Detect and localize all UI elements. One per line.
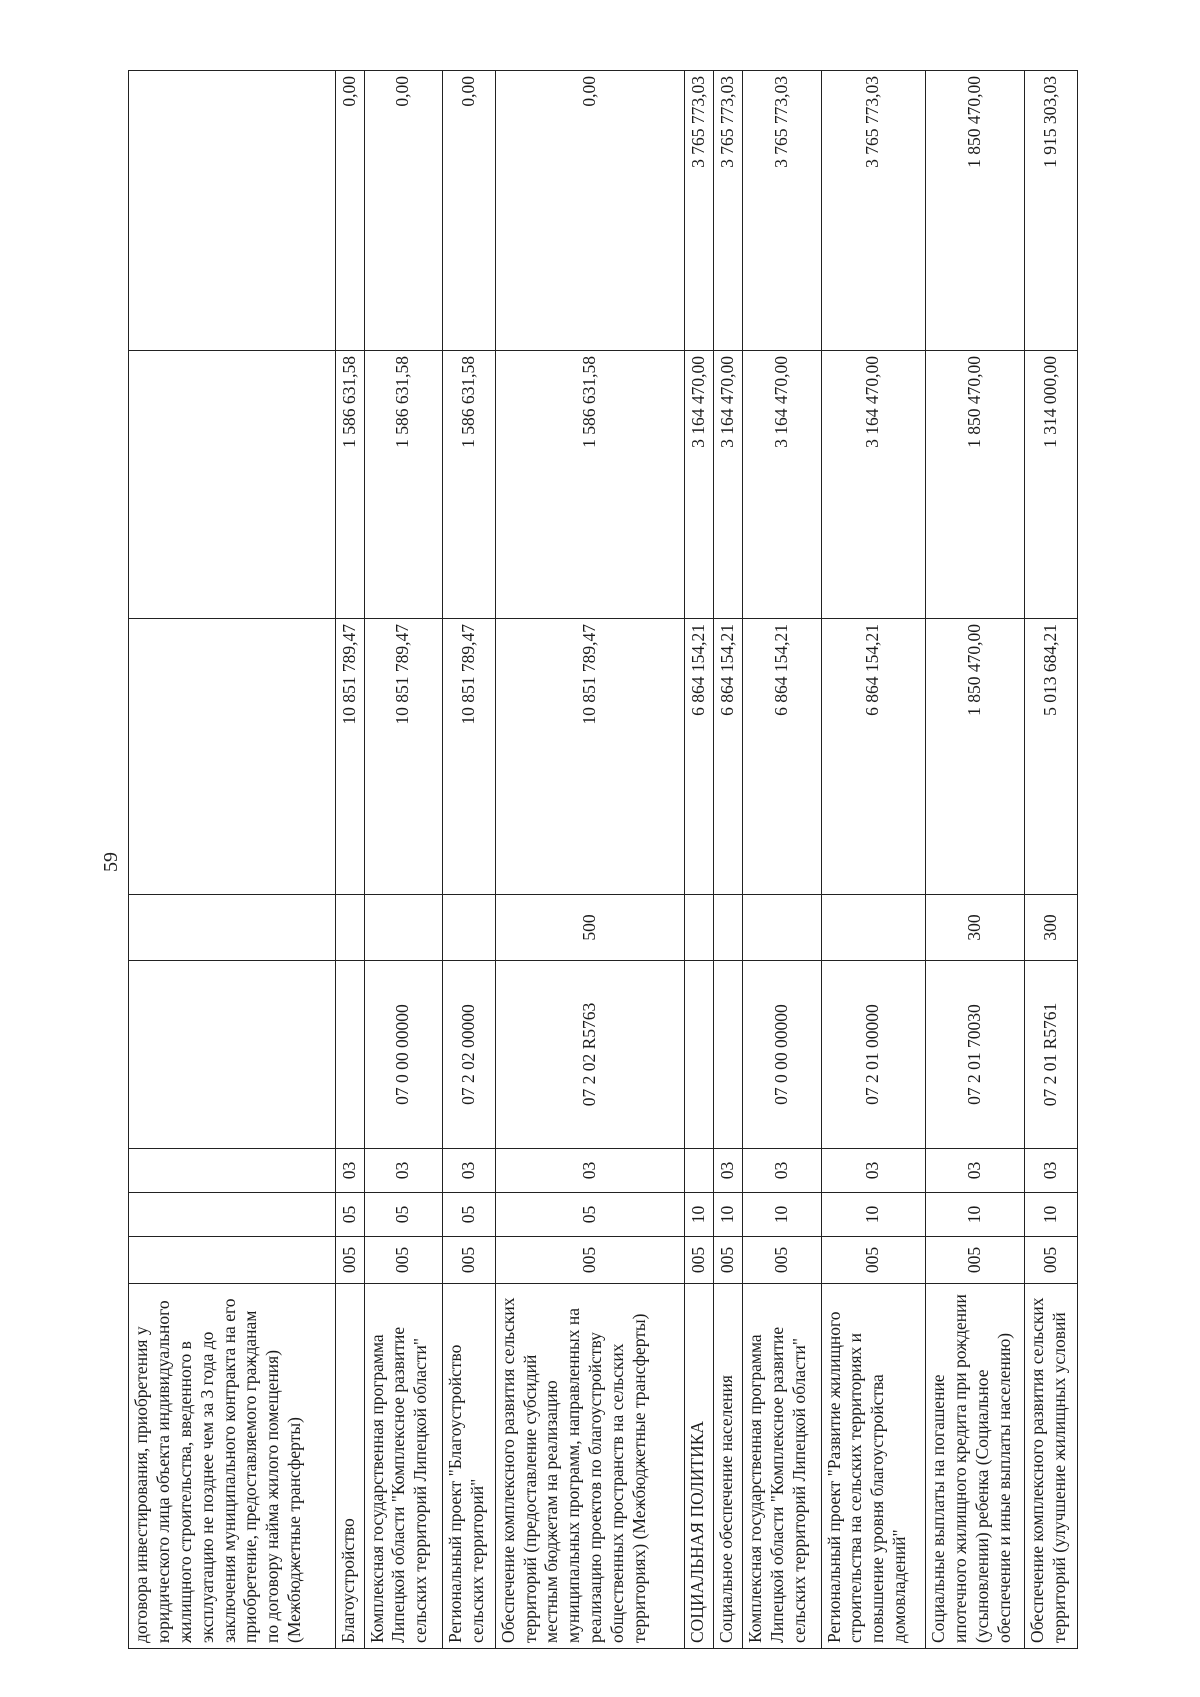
budget-table (128, 70, 1078, 1649)
cell-expense-type (129, 895, 336, 961)
cell-expense-type (335, 895, 364, 961)
cell-target-code (129, 961, 336, 1149)
cell-admin (129, 1237, 336, 1284)
cell-subsection: 03 (742, 1149, 821, 1193)
cell-sum-year-1: 6 864 154,21 (714, 619, 743, 895)
cell-name: Региональный проект "Благоустройство сельских территорий" (443, 1284, 495, 1649)
cell-admin: 005 (821, 1237, 925, 1284)
cell-section: 05 (443, 1193, 495, 1237)
cell-sum-year-1 (129, 619, 336, 895)
cell-sum-year-2: 3 164 470,00 (821, 351, 925, 619)
cell-sum-year-2: 3 164 470,00 (742, 351, 821, 619)
cell-sum-year-1: 5 013 684,21 (1025, 619, 1078, 895)
cell-expense-type: 500 (495, 895, 684, 961)
cell-sum-year-3: 3 765 773,03 (685, 71, 714, 351)
table-row (714, 71, 743, 1649)
cell-target-code: 07 0 00 00000 (742, 961, 821, 1149)
cell-section: 10 (685, 1193, 714, 1237)
cell-name: СОЦИАЛЬНАЯ ПОЛИТИКА (685, 1284, 714, 1649)
table-row (685, 71, 714, 1649)
cell-sum-year-1: 10 851 789,47 (335, 619, 364, 895)
cell-section: 10 (821, 1193, 925, 1237)
cell-sum-year-1: 6 864 154,21 (685, 619, 714, 895)
cell-sum-year-3: 1 915 303,03 (1025, 71, 1078, 351)
rotated-page-content (128, 71, 1078, 1649)
cell-name: Социальные выплаты на погашение ипотечного жилищного кредита при рождении (усыновлении) ребенка (Социальное обеспечение и иные выплаты населению) (925, 1284, 1025, 1649)
cell-expense-type (714, 895, 743, 961)
table-row (742, 71, 821, 1649)
cell-target-code: 07 2 02 00000 (443, 961, 495, 1149)
cell-target-code (335, 961, 364, 1149)
cell-sum-year-1: 10 851 789,47 (364, 619, 443, 895)
cell-section: 05 (364, 1193, 443, 1237)
cell-admin: 005 (1025, 1237, 1078, 1284)
cell-expense-type: 300 (1025, 895, 1078, 961)
cell-expense-type (443, 895, 495, 961)
cell-expense-type (821, 895, 925, 961)
cell-sum-year-3: 0,00 (335, 71, 364, 351)
cell-subsection: 03 (821, 1149, 925, 1193)
cell-sum-year-3: 1 850 470,00 (925, 71, 1025, 351)
cell-sum-year-2: 1 850 470,00 (925, 351, 1025, 619)
cell-name: Обеспечение комплексного развития сельских территорий (улучшение жилищных условий (1025, 1284, 1078, 1649)
cell-sum-year-1: 1 850 470,00 (925, 619, 1025, 895)
cell-subsection: 03 (925, 1149, 1025, 1193)
cell-sum-year-2: 1 586 631,58 (495, 351, 684, 619)
cell-sum-year-2: 1 586 631,58 (364, 351, 443, 619)
cell-subsection: 03 (1025, 1149, 1078, 1193)
cell-section: 10 (1025, 1193, 1078, 1237)
cell-target-code: 07 2 01 R5761 (1025, 961, 1078, 1149)
cell-sum-year-1: 6 864 154,21 (742, 619, 821, 895)
cell-name: Социальное обеспечение населения (714, 1284, 743, 1649)
cell-sum-year-2: 3 164 470,00 (714, 351, 743, 619)
cell-section: 10 (925, 1193, 1025, 1237)
cell-name: Обеспечение комплексного развития сельских территорий (предоставление субсидий местным бюджетам на реализацию муниципальных программ, направленных на реализацию проектов по благоустройству общественных пространств на сельских территориях) (Межбюджетные трансферты) (495, 1284, 684, 1649)
cell-sum-year-1: 6 864 154,21 (821, 619, 925, 895)
cell-sum-year-1: 10 851 789,47 (495, 619, 684, 895)
cell-section (129, 1193, 336, 1237)
cell-admin: 005 (925, 1237, 1025, 1284)
cell-sum-year-2: 1 586 631,58 (335, 351, 364, 619)
cell-expense-type (742, 895, 821, 961)
table-row (364, 71, 443, 1649)
cell-admin: 005 (495, 1237, 684, 1284)
cell-expense-type (364, 895, 443, 961)
table-row (925, 71, 1025, 1649)
cell-admin: 005 (364, 1237, 443, 1284)
cell-subsection: 03 (714, 1149, 743, 1193)
cell-expense-type: 300 (925, 895, 1025, 961)
table-row (335, 71, 364, 1649)
cell-subsection (129, 1149, 336, 1193)
cell-name: Региональный проект "Развитие жилищного строительства на сельских территориях и повышение уровня благоустройства домовладений" (821, 1284, 925, 1649)
table-row (1025, 71, 1078, 1649)
cell-admin: 005 (714, 1237, 743, 1284)
cell-subsection (685, 1149, 714, 1193)
table-row (443, 71, 495, 1649)
cell-name: Комплексная государственная программа Липецкой области "Комплексное развитие сельских территорий Липецкой области" (364, 1284, 443, 1649)
cell-sum-year-2 (129, 351, 336, 619)
cell-admin: 005 (335, 1237, 364, 1284)
cell-subsection: 03 (443, 1149, 495, 1193)
table-row (495, 71, 684, 1649)
cell-section: 05 (495, 1193, 684, 1237)
cell-name: Комплексная государственная программа Липецкой области "Комплексное развитие сельских территорий Липецкой области" (742, 1284, 821, 1649)
cell-section: 10 (742, 1193, 821, 1237)
cell-sum-year-3: 0,00 (443, 71, 495, 351)
cell-subsection: 03 (335, 1149, 364, 1193)
cell-sum-year-3 (129, 71, 336, 351)
cell-sum-year-3: 0,00 (364, 71, 443, 351)
cell-target-code: 07 0 00 00000 (364, 961, 443, 1149)
cell-sum-year-2: 1 314 000,00 (1025, 351, 1078, 619)
cell-target-code: 07 2 01 70030 (925, 961, 1025, 1149)
cell-subsection: 03 (364, 1149, 443, 1193)
cell-admin: 005 (443, 1237, 495, 1284)
cell-sum-year-3: 3 765 773,03 (714, 71, 743, 351)
cell-sum-year-1: 10 851 789,47 (443, 619, 495, 895)
cell-target-code (714, 961, 743, 1149)
cell-admin: 005 (742, 1237, 821, 1284)
cell-section: 05 (335, 1193, 364, 1237)
cell-admin: 005 (685, 1237, 714, 1284)
table-row (129, 71, 336, 1649)
cell-subsection: 03 (495, 1149, 684, 1193)
cell-sum-year-3: 3 765 773,03 (742, 71, 821, 351)
table-body (129, 71, 1078, 1649)
page-number: 59 (99, 852, 122, 872)
table-row (821, 71, 925, 1649)
cell-sum-year-2: 1 586 631,58 (443, 351, 495, 619)
cell-sum-year-2: 3 164 470,00 (685, 351, 714, 619)
cell-target-code (685, 961, 714, 1149)
cell-target-code: 07 2 01 00000 (821, 961, 925, 1149)
cell-target-code: 07 2 02 R5763 (495, 961, 684, 1149)
cell-sum-year-3: 3 765 773,03 (821, 71, 925, 351)
cell-name: Благоустройство (335, 1284, 364, 1649)
cell-section: 10 (714, 1193, 743, 1237)
cell-name: договора инвестирования, приобретения у юридического лица объекта индивидуального жилищного строительства, введенного в эксплуатацию не позднее чем за 3 года до заключения муниципального контракта на его приобретение, предоставляемого гражданам по договору найма жилого помещения) (Межбюджетные трансферты) (129, 1284, 336, 1649)
cell-sum-year-3: 0,00 (495, 71, 684, 351)
cell-expense-type (685, 895, 714, 961)
